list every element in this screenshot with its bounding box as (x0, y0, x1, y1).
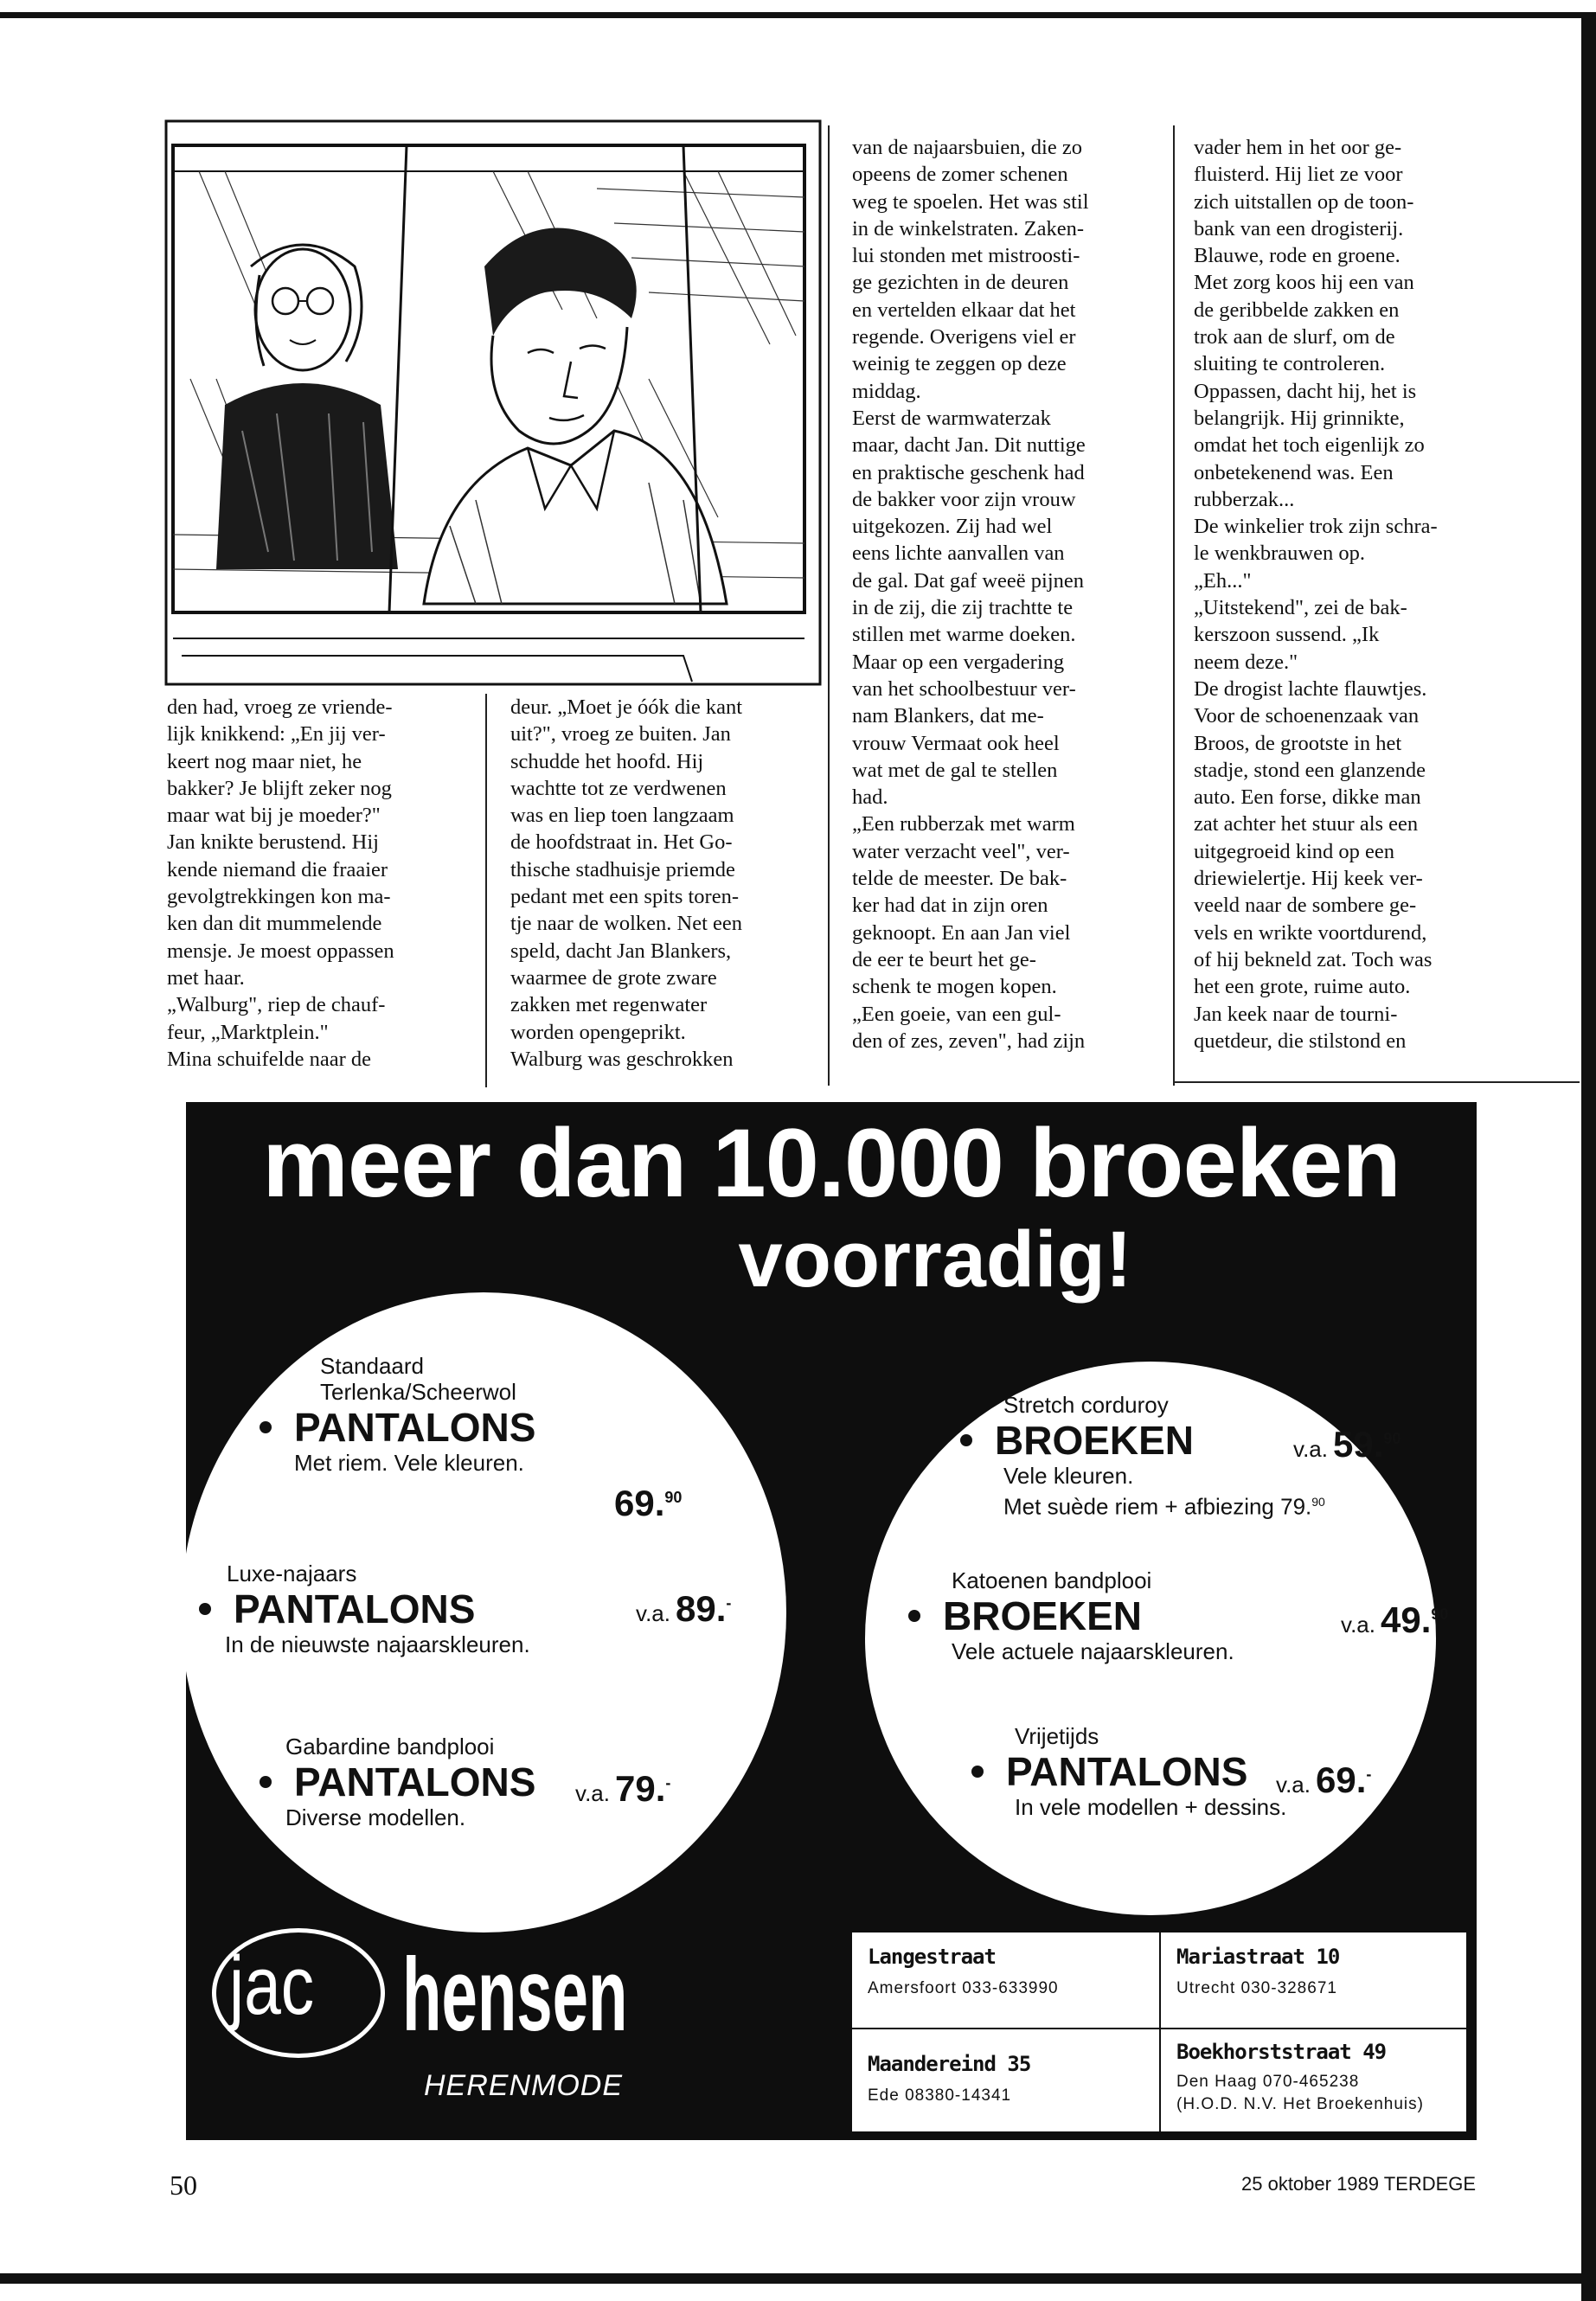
story-line: middag. (852, 379, 921, 403)
story-line: geknoopt. En aan Jan viel (852, 920, 1071, 945)
story-line: sluiting te controleren. (1194, 352, 1386, 376)
offer-standaard-pantalons: Standaard Terlenka/Scheerwol PANTALONS Met riem. Vele kleuren. (320, 1353, 535, 1476)
story-line: had. (852, 785, 888, 810)
story-line: kerszoon sussend. „Ik (1194, 623, 1380, 647)
story-line: van het schoolbestuur ver- (852, 676, 1076, 701)
story-column-1 (167, 694, 394, 1073)
story-line: Jan knikte berustend. Hij (167, 830, 379, 855)
story-line: keert nog maar niet, he (167, 749, 362, 773)
column-rule (485, 694, 487, 1087)
story-line: Broos, de grootste in het (1194, 731, 1402, 755)
story-line: water verzacht veel", ver- (852, 839, 1070, 863)
story-line: wachtte tot ze verdwenen (510, 776, 727, 800)
story-line: Mina schuifelde naar de (167, 1047, 372, 1071)
story-line: van de najaarsbuien, die zo (852, 136, 1082, 159)
story-line: belangrijk. Hij grinnikte, (1194, 406, 1405, 430)
offer-gabardine-pantalons: Gabardine bandplooi PANTALONS Diverse modellen. (285, 1734, 535, 1830)
bullet (260, 1421, 272, 1433)
story-line: „Een rubberzak met warm (852, 812, 1075, 836)
story-line: bank van een drogisterij. (1194, 216, 1404, 240)
story-line: weg te spoelen. Het was stil (852, 189, 1089, 214)
story-line: schudde het hoofd. Hij (510, 749, 704, 773)
story-line: ge gezichten in de deuren (852, 271, 1069, 295)
story-line: was en liep toen langzaam (510, 804, 734, 828)
page-frame-right (1581, 12, 1596, 2301)
column-rule (828, 125, 830, 1086)
story-line: maar wat bij je moeder?" (167, 804, 381, 828)
story-line: ken dan dit mummelende (167, 912, 382, 936)
ad-headline-2: voorradig! (738, 1215, 1132, 1304)
bullet (908, 1610, 920, 1622)
page-number: 50 (170, 2170, 197, 2201)
story-line: le wenkbrauwen op. (1194, 542, 1365, 566)
story-line: en vertelden elkaar dat het (852, 298, 1076, 322)
page-frame-top (0, 12, 1596, 18)
story-line: neem deze." (1194, 650, 1298, 674)
story-line: veeld naar de sombere ge- (1194, 894, 1417, 918)
story-line: Walburg was geschrokken (510, 1047, 734, 1071)
story-line: worden opengeprikt. (510, 1020, 686, 1044)
story-line: deur. „Moet je óók die kant (510, 695, 743, 719)
issue-date: 25 oktober 1989 TERDEGE (1241, 2173, 1477, 2195)
story-line: weinig te zeggen op deze (852, 352, 1067, 376)
column-rule (1173, 125, 1175, 1086)
story-line: en praktische geschenk had (852, 460, 1085, 484)
story-line: vrouw Vermaat ook heel (852, 731, 1060, 755)
bullet (260, 1776, 272, 1788)
story-line: onbetekenend was. Een (1194, 460, 1394, 484)
bus-illustration (164, 119, 822, 686)
section-rule (1173, 1081, 1580, 1083)
story-line: bakker? Je blijft zeker nog (167, 776, 392, 800)
story-line: auto. Een forse, dikke man (1194, 785, 1421, 810)
store-ede: Maandereind 35 Ede 08380-14341 (868, 2052, 1031, 2105)
story-line: in de winkelstraten. Zaken- (852, 216, 1085, 240)
story-line: wat met de gal te stellen (852, 758, 1058, 782)
story-line: trok aan de slurf, om de (1194, 325, 1395, 349)
story-line: Maar op een vergadering (852, 650, 1065, 674)
story-line: uitgekozen. Zij had wel (852, 515, 1053, 539)
story-line: „Uitstekend", zei de bak- (1194, 596, 1407, 620)
price-katoenen: v.a. 49.90 (1341, 1599, 1449, 1640)
story-line: omdat het toch eigenlijk zo (1194, 433, 1425, 458)
story-line: fluisterd. Hij liet ze voor (1194, 163, 1403, 187)
story-line: zakken met regenwater (510, 993, 708, 1017)
story-line: de geribbelde zakken en (1194, 298, 1400, 322)
story-line: „Walburg", riep de chauf- (167, 993, 386, 1017)
jac-hensen-advertisement: meer dan 10.000 broeken voorradig! Standaard Terlenka/Scheerwol PANTALONS Met riem. Vele kleuren. 69.90 Luxe-najaars PANTALONS In de nieuwste najaarskleuren. v.a. 89.- Gabardine bandplooi PANTALONS Diverse modellen. v.a. 79.- Stretch corduroy BROEKEN Vele kleuren. Met suède riem + afbiezing 79.90 v.a. 59.90 Katoenen bandplooi BROEKEN Vele actuele najaarskleuren. v.a. 49.90 Vrijetijds PANTALONS In vele modellen + dessins. v.a. 69.- jac hensen HERENMODE Langestraat Amersfoort 033-633990 Mariastraat 10 Utrecht 030-328671 Maandereind 35 Ede 08380-14341 Boekhorststraat 49 Den Haag 070-465238 (H.O.D. N.V. Het Broekenhuis) (186, 1102, 1477, 2140)
story-line: driewielertje. Hij keek ver- (1194, 867, 1423, 891)
story-line: schenk te mogen kopen. (852, 975, 1057, 999)
offer-vrijetijds-pantalons: Vrijetijds PANTALONS In vele modellen + dessins. (1015, 1723, 1286, 1820)
story-line: speld, dacht Jan Blankers, (510, 939, 732, 963)
price-luxe: v.a. 89.- (636, 1588, 732, 1629)
store-den-haag: Boekhorststraat 49 Den Haag 070-465238 (H.O.D. N.V. Het Broekenhuis) (1176, 2040, 1424, 2113)
store-utrecht: Mariastraat 10 Utrecht 030-328671 (1176, 1945, 1340, 1997)
story-line: lijk knikkend: „En jij ver- (167, 722, 386, 747)
story-line: Met zorg koos hij een van (1194, 271, 1414, 295)
story-line: in de zij, die zij trachtte te (852, 596, 1074, 620)
offer-luxe-pantalons: Luxe-najaars PANTALONS In de nieuwste najaarskleuren. (225, 1561, 530, 1657)
price-stretch: v.a. 59.90 (1293, 1424, 1401, 1465)
story-column-3 (852, 134, 1089, 1054)
story-line: zat achter het stuur als een (1194, 812, 1419, 836)
offer-stretch-broeken: Stretch corduroy BROEKEN Vele kleuren. Met suède riem + afbiezing 79.90 (1003, 1392, 1325, 1520)
story-line: Voor de schoenenzaak van (1194, 704, 1420, 728)
story-line: de bakker voor zijn vrouw (852, 487, 1076, 511)
story-line: den had, vroeg ze vriende- (167, 695, 393, 719)
bullet (960, 1434, 972, 1446)
story-line: vels en wrikte voortdurend, (1194, 920, 1427, 945)
story-line: „Een goeie, van een gul- (852, 1002, 1061, 1026)
story-line: telde de meester. De bak- (852, 867, 1067, 891)
story-line: eens lichte aanvallen van (852, 542, 1065, 566)
story-line: Eerst de warmwaterzak (852, 406, 1051, 430)
story-line: nam Blankers, dat me- (852, 704, 1044, 728)
price-standaard: 69.90 (614, 1483, 683, 1523)
ad-headline: meer dan 10.000 broeken (262, 1109, 1401, 1217)
story-line: maar, dacht Jan. Dit nuttige (852, 433, 1086, 458)
story-line: waarmee de grote zware (510, 965, 717, 990)
store-addresses (852, 1932, 1466, 2131)
price-vrijetijds: v.a. 69.- (1276, 1759, 1372, 1800)
story-line: De drogist lachte flauwtjes. (1194, 676, 1427, 701)
story-line: den of zes, zeven", had zijn (852, 1029, 1086, 1053)
story-line: rubberzak... (1194, 487, 1295, 511)
story-line: de hoofdstraat in. Het Go- (510, 830, 733, 855)
story-line: de eer te beurt het ge- (852, 947, 1036, 971)
story-line: kende niemand die fraaier (167, 857, 388, 881)
story-line: het een grote, ruime auto. (1194, 975, 1411, 999)
story-line: De winkelier trok zijn schra- (1194, 515, 1438, 539)
price-gabardine: v.a. 79.- (575, 1768, 671, 1809)
bullet (199, 1603, 211, 1615)
story-line: Oppassen, dacht hij, het is (1194, 379, 1417, 403)
story-line: lui stonden met mistroosti- (852, 244, 1080, 268)
story-line: vader hem in het oor ge- (1194, 136, 1402, 159)
story-line: uitgegroeid kind op een (1194, 839, 1395, 863)
story-line: thische stadhuisje priemde (510, 857, 735, 881)
story-line: zich uitstallen op de toon- (1194, 189, 1414, 214)
story-line: stadje, stond een glanzende (1194, 758, 1426, 782)
story-line: opeens de zomer schenen (852, 163, 1068, 187)
story-line: pedant met een spits toren- (510, 885, 739, 909)
store-amersfoort: Langestraat Amersfoort 033-633990 (868, 1945, 1059, 1997)
bullet (971, 1766, 984, 1778)
story-line: feur, „Marktplein." (167, 1020, 329, 1044)
story-line: uit?", vroeg ze buiten. Jan (510, 722, 731, 747)
page-frame-bottom (0, 2273, 1596, 2284)
story-line: ker had dat in zijn oren (852, 894, 1048, 918)
story-line: met haar. (167, 965, 245, 990)
story-line: stillen met warme doeken. (852, 623, 1076, 647)
story-line: mensje. Je moest oppassen (167, 939, 394, 963)
story-line: Blauwe, rode en groene. (1194, 244, 1401, 268)
story-line: tje naar de wolken. Net een (510, 912, 743, 936)
story-column-4 (1194, 134, 1438, 1054)
story-column-2 (510, 694, 742, 1073)
story-line: Jan keek naar de tourni- (1194, 1002, 1398, 1026)
story-line: „Eh..." (1194, 568, 1252, 593)
story-line: gevolgtrekkingen kon ma- (167, 885, 391, 909)
story-line: de gal. Dat gaf weeë pijnen (852, 568, 1085, 593)
story-line: of hij bekneld zat. Toch was (1194, 947, 1433, 971)
story-line: quetdeur, die stilstond en (1194, 1029, 1407, 1053)
story-line: regende. Overigens viel er (852, 325, 1076, 349)
offer-katoenen-broeken: Katoenen bandplooi BROEKEN Vele actuele najaarskleuren. (952, 1567, 1234, 1664)
